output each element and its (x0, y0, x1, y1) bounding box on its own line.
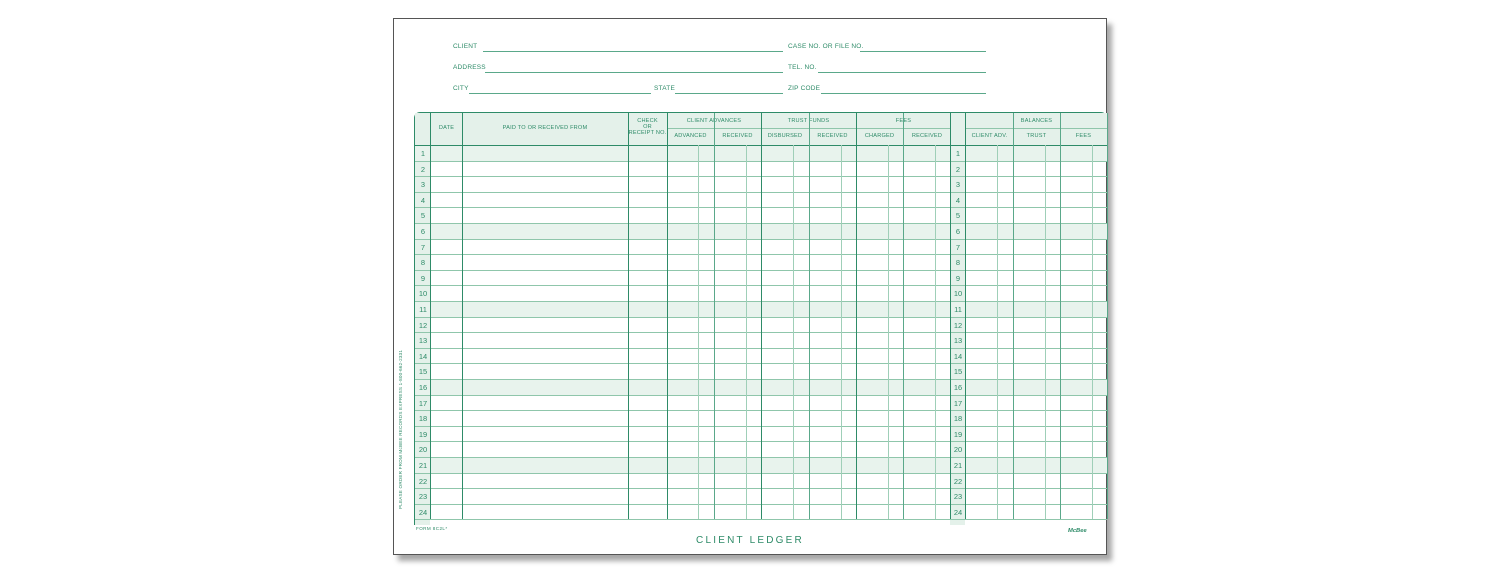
row-number-left: 18 (418, 414, 428, 424)
cents-rule (997, 145, 998, 519)
column-rule-major (462, 113, 463, 519)
case-no-label: CASE NO. OR FILE NO. (788, 43, 864, 50)
column-rule-major (965, 113, 966, 519)
row-rule (415, 519, 1107, 520)
city-label: CITY (453, 85, 469, 92)
row-number-right: 19 (953, 429, 963, 439)
row-number-left: 17 (418, 398, 428, 408)
row-number-right: 3 (955, 180, 961, 190)
row-number-left: 22 (418, 476, 428, 486)
state-line[interactable] (675, 93, 783, 94)
state-label: STATE (654, 85, 675, 92)
row-number-right: 18 (953, 414, 963, 424)
column-rule (1060, 113, 1061, 519)
zip-code-line[interactable] (821, 93, 986, 94)
row-number-left: 6 (420, 227, 426, 236)
row-number-right: 24 (953, 507, 963, 517)
row-number-left: 10 (418, 289, 428, 299)
row-number-right: 15 (953, 367, 963, 377)
row-number-right: 20 (953, 445, 963, 455)
received-ca-header: RECEIVED (722, 133, 753, 139)
client-adv-header: CLIENT ADV. (971, 133, 1008, 139)
disbursed-header: DISBURSED (767, 133, 803, 139)
client-label: CLIENT (453, 43, 478, 50)
address-label: ADDRESS (453, 64, 486, 71)
row-number-right: 6 (955, 227, 961, 236)
form-number: FORM 8C2L* (416, 526, 448, 531)
fees-header: FEES (895, 118, 912, 124)
row-number-left: 20 (418, 445, 428, 455)
column-rule (714, 113, 715, 519)
row-number-right: 5 (955, 211, 961, 221)
column-rule-major (667, 113, 668, 519)
row-number-left: 13 (418, 336, 428, 346)
zip-code-label: ZIP CODE (788, 85, 821, 92)
paid-to-header: PAID TO OR RECEIVED FROM (502, 125, 588, 131)
case-no-line[interactable] (860, 51, 986, 52)
trust-funds-header: TRUST FUNDS (787, 118, 830, 124)
column-rule (809, 113, 810, 519)
row-number-left: 5 (420, 211, 426, 221)
cents-rule (746, 145, 747, 519)
row-number-right: 13 (953, 336, 963, 346)
received-tf-header: RECEIVED (817, 133, 848, 139)
column-rule-major (950, 113, 951, 519)
balances-header: BALANCES (1020, 118, 1053, 124)
column-rule-major (430, 113, 431, 519)
cents-rule (888, 145, 889, 519)
row-number-right: 22 (953, 476, 963, 486)
charged-header: CHARGED (864, 133, 895, 139)
check-header-line2: OR (643, 124, 652, 130)
client-line[interactable] (483, 51, 783, 52)
row-number-left: 12 (418, 320, 428, 330)
row-number-left: 7 (420, 242, 426, 252)
city-field-row (453, 85, 988, 97)
ledger-table (414, 112, 1107, 525)
check-header-line3: RECEIPT NO. (628, 130, 667, 136)
row-number-left: 3 (420, 180, 426, 190)
address-field-row (453, 64, 988, 76)
tel-no-label: TEL. NO. (788, 64, 817, 71)
tel-no-line[interactable] (818, 72, 986, 73)
advanced-header: ADVANCED (674, 133, 707, 139)
row-number-right: 2 (955, 164, 961, 174)
cents-rule (841, 145, 842, 519)
mcbee-logo: McBee (1068, 528, 1087, 534)
order-note: PLEASE ORDER FROM McBEE RECORDS EXPRESS 1-800-662-2331 (398, 349, 403, 509)
row-number-left: 1 (420, 149, 426, 158)
row-number-left: 9 (420, 273, 426, 283)
address-line[interactable] (485, 72, 783, 73)
cents-rule (935, 145, 936, 519)
row-number-right: 12 (953, 320, 963, 330)
row-number-left: 15 (418, 367, 428, 377)
row-number-right: 7 (955, 242, 961, 252)
cents-rule (1092, 145, 1093, 519)
cents-rule (698, 145, 699, 519)
column-rule-major (628, 113, 629, 519)
cents-rule (1045, 145, 1046, 519)
row-number-left: 4 (420, 195, 426, 205)
column-rule (1107, 113, 1108, 519)
row-number-right: 1 (955, 149, 961, 158)
row-number-right: 9 (955, 273, 961, 283)
row-number-right: 4 (955, 195, 961, 205)
row-number-left: 8 (420, 258, 426, 268)
ledger-title: CLIENT LEDGER (696, 535, 804, 546)
row-number-left: 14 (418, 351, 428, 361)
check-header-line1: CHECK (637, 118, 658, 124)
cents-rule (793, 145, 794, 519)
row-number-left: 11 (419, 305, 427, 314)
row-number-right: 8 (955, 258, 961, 268)
row-number-right: 16 (953, 383, 963, 392)
client-advances-header: CLIENT ADVANCES (686, 118, 742, 124)
column-rule-major (761, 113, 762, 519)
column-rule-major (856, 113, 857, 519)
ledger-sheet (393, 18, 1107, 555)
row-number-right: 21 (953, 461, 963, 470)
date-header: DATE (438, 125, 455, 131)
row-number-right: 23 (953, 492, 963, 502)
row-number-left: 16 (418, 383, 428, 392)
row-number-right: 14 (953, 351, 963, 361)
column-rule (1013, 113, 1014, 519)
row-number-right: 11 (954, 305, 962, 314)
row-number-left: 24 (418, 507, 428, 517)
row-number-left: 19 (418, 429, 428, 439)
row-number-left: 2 (420, 164, 426, 174)
received-fees-header: RECEIVED (911, 133, 943, 139)
trust-header: TRUST (1026, 133, 1047, 139)
balances-heading-divider (966, 128, 1107, 129)
row-number-left: 21 (418, 461, 428, 470)
row-number-left: 23 (418, 492, 428, 502)
fees-balance-header: FEES (1075, 133, 1092, 139)
client-field-row (453, 43, 988, 55)
row-number-right: 17 (953, 398, 963, 408)
city-line[interactable] (469, 93, 651, 94)
column-rule (903, 113, 904, 519)
row-number-right: 10 (953, 289, 963, 299)
